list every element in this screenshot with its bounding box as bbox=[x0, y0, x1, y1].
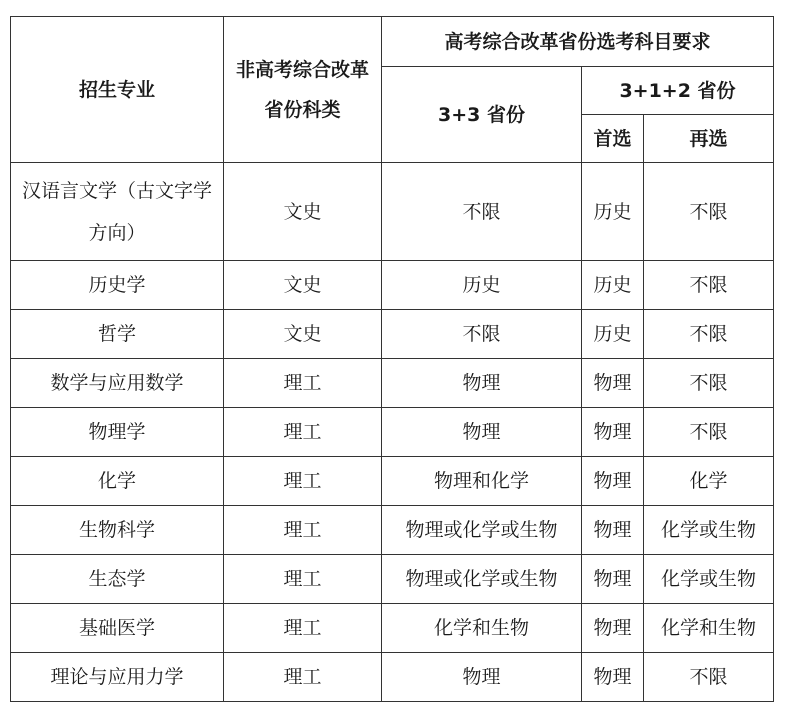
cell-first-choice: 物理 bbox=[582, 359, 644, 408]
header-reform-requirements: 高考综合改革省份选考科目要求 bbox=[382, 17, 774, 67]
cell-major: 数学与应用数学 bbox=[11, 359, 224, 408]
cell-category: 理工 bbox=[224, 555, 382, 604]
cell-second-choice: 不限 bbox=[644, 310, 774, 359]
header-non-reform-category: 非高考综合改革省份科类 bbox=[224, 17, 382, 163]
admission-table-container bbox=[10, 16, 774, 702]
header-second-choice: 再选 bbox=[644, 115, 774, 163]
cell-major: 哲学 bbox=[11, 310, 224, 359]
cell-major: 物理学 bbox=[11, 408, 224, 457]
table-row bbox=[11, 604, 774, 653]
cell-category: 理工 bbox=[224, 408, 382, 457]
cell-second-choice: 化学或生物 bbox=[644, 506, 774, 555]
cell-second-choice: 化学和生物 bbox=[644, 604, 774, 653]
cell-category: 理工 bbox=[224, 653, 382, 702]
cell-req-3-3: 不限 bbox=[382, 310, 582, 359]
header-model-3-3: 3+3 省份 bbox=[382, 67, 582, 163]
cell-req-3-3: 化学和生物 bbox=[382, 604, 582, 653]
cell-first-choice: 历史 bbox=[582, 261, 644, 310]
cell-major: 历史学 bbox=[11, 261, 224, 310]
table-row bbox=[11, 261, 774, 310]
cell-second-choice: 化学或生物 bbox=[644, 555, 774, 604]
cell-first-choice: 物理 bbox=[582, 408, 644, 457]
table-row bbox=[11, 310, 774, 359]
cell-category: 理工 bbox=[224, 457, 382, 506]
cell-second-choice: 化学 bbox=[644, 457, 774, 506]
table-row bbox=[11, 555, 774, 604]
cell-req-3-3: 物理和化学 bbox=[382, 457, 582, 506]
cell-first-choice: 物理 bbox=[582, 555, 644, 604]
cell-first-choice: 物理 bbox=[582, 457, 644, 506]
cell-req-3-3: 历史 bbox=[382, 261, 582, 310]
cell-major: 汉语言文学（古文字学方向） bbox=[11, 163, 224, 261]
table-row bbox=[11, 163, 774, 261]
cell-req-3-3: 物理或化学或生物 bbox=[382, 506, 582, 555]
cell-second-choice: 不限 bbox=[644, 261, 774, 310]
cell-first-choice: 历史 bbox=[582, 163, 644, 261]
cell-first-choice: 物理 bbox=[582, 653, 644, 702]
cell-first-choice: 物理 bbox=[582, 506, 644, 555]
cell-second-choice: 不限 bbox=[644, 408, 774, 457]
cell-major: 理论与应用力学 bbox=[11, 653, 224, 702]
table-row bbox=[11, 653, 774, 702]
cell-first-choice: 物理 bbox=[582, 604, 644, 653]
cell-req-3-3: 不限 bbox=[382, 163, 582, 261]
table-row bbox=[11, 359, 774, 408]
table-row bbox=[11, 506, 774, 555]
cell-req-3-3: 物理 bbox=[382, 408, 582, 457]
cell-major: 生物科学 bbox=[11, 506, 224, 555]
table-row bbox=[11, 457, 774, 506]
cell-major: 生态学 bbox=[11, 555, 224, 604]
cell-second-choice: 不限 bbox=[644, 163, 774, 261]
cell-category: 理工 bbox=[224, 604, 382, 653]
cell-major: 化学 bbox=[11, 457, 224, 506]
admission-requirements-table bbox=[10, 16, 774, 702]
cell-second-choice: 不限 bbox=[644, 359, 774, 408]
header-model-3-1-2: 3+1+2 省份 bbox=[582, 67, 774, 115]
cell-req-3-3: 物理 bbox=[382, 359, 582, 408]
cell-second-choice: 不限 bbox=[644, 653, 774, 702]
header-first-choice: 首选 bbox=[582, 115, 644, 163]
cell-first-choice: 历史 bbox=[582, 310, 644, 359]
cell-category: 文史 bbox=[224, 310, 382, 359]
header-major: 招生专业 bbox=[11, 17, 224, 163]
cell-req-3-3: 物理 bbox=[382, 653, 582, 702]
cell-category: 理工 bbox=[224, 359, 382, 408]
cell-category: 文史 bbox=[224, 163, 382, 261]
cell-category: 文史 bbox=[224, 261, 382, 310]
cell-category: 理工 bbox=[224, 506, 382, 555]
table-row bbox=[11, 408, 774, 457]
cell-req-3-3: 物理或化学或生物 bbox=[382, 555, 582, 604]
cell-major: 基础医学 bbox=[11, 604, 224, 653]
